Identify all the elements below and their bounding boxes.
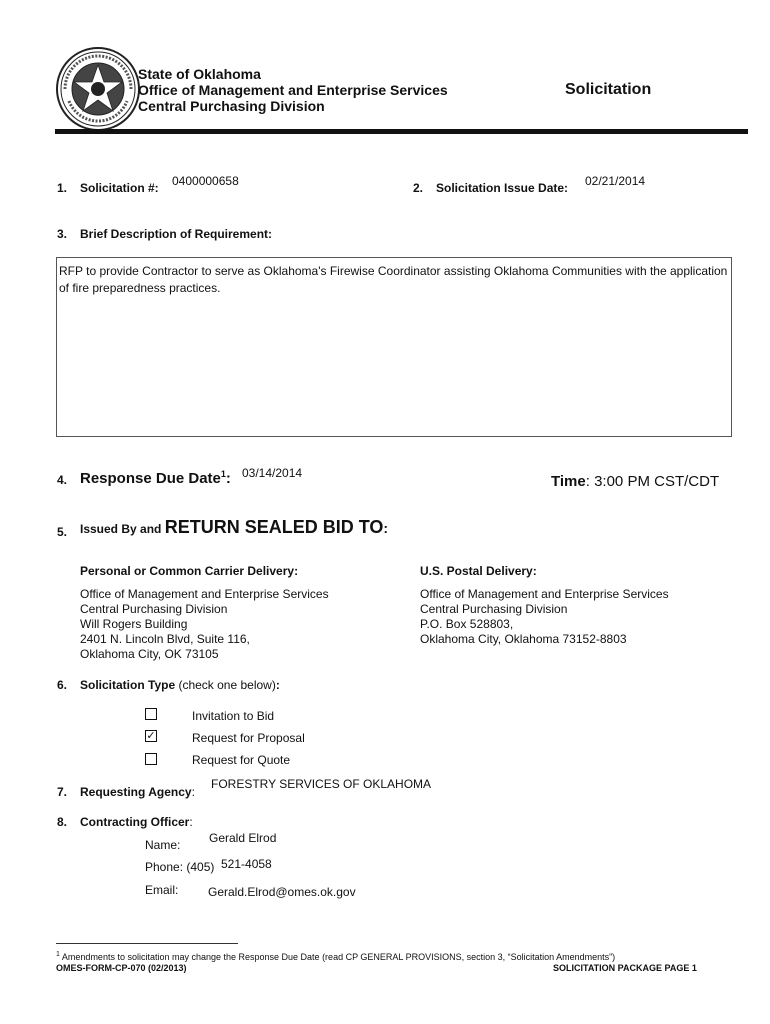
officer-email-label: Email: <box>145 883 179 897</box>
footnote <box>56 949 615 963</box>
header-division: Central Purchasing Division <box>138 98 325 114</box>
carrier-address-line: Will Rogers Building <box>80 617 188 631</box>
item6-number: 6. <box>57 678 68 692</box>
state-seal-logo <box>55 46 141 132</box>
carrier-address-line: Central Purchasing Division <box>80 602 228 616</box>
solicitation-type-hint: (check one below) <box>175 678 276 692</box>
item8-number: 8. <box>57 815 68 829</box>
issue-date-label: Solicitation Issue Date: <box>436 181 569 195</box>
carrier-address-line: 2401 N. Lincoln Blvd, Suite 116, <box>80 632 250 646</box>
header-office: Office of Management and Enterprise Services <box>138 82 448 98</box>
return-colon: : <box>383 520 389 536</box>
solicitation-number-value: 0400000658 <box>172 174 239 188</box>
item4-number: 4. <box>57 473 68 487</box>
contracting-officer-colon: : <box>189 815 193 829</box>
header-divider <box>55 129 748 134</box>
footnote-text: Amendments to solicitation may change the Response Due Date (read CP GENERAL PROVISIONS, section 3, “Solicitation Amendments”) <box>61 952 616 962</box>
invitation-to-bid-checkbox[interactable] <box>145 708 157 720</box>
form-id: OMES-FORM-CP-070 (02/2013) <box>56 963 187 973</box>
item2-number: 2. <box>413 181 424 195</box>
carrier-address-line: Office of Management and Enterprise Services <box>80 587 329 601</box>
requesting-agency-label: Requesting Agency <box>80 785 192 799</box>
item7-number: 7. <box>57 785 68 799</box>
due-date-colon: : <box>225 470 231 487</box>
postal-address-line: Central Purchasing Division <box>420 602 568 616</box>
carrier-delivery-address <box>80 587 329 662</box>
invitation-to-bid-label: Invitation to Bid <box>192 709 275 723</box>
request-for-proposal-label: Request for Proposal <box>192 731 305 745</box>
requesting-agency-colon: : <box>191 785 195 799</box>
request-for-quote-label: Request for Quote <box>192 753 291 767</box>
item3-number: 3. <box>57 227 68 241</box>
time-value: : 3:00 PM CST/CDT <box>585 473 720 490</box>
solicitation-type-colon: : <box>275 678 280 692</box>
header-state: State of Oklahoma <box>138 66 261 82</box>
contracting-officer-label: Contracting Officer <box>80 815 190 829</box>
footnote-mark: 1 <box>56 951 60 958</box>
description-label: Brief Description of Requirement: <box>80 227 273 241</box>
request-for-proposal-checkbox[interactable]: ✓ <box>146 730 156 742</box>
carrier-delivery-heading: Personal or Common Carrier Delivery: <box>80 564 299 578</box>
page-title: Solicitation <box>565 81 652 98</box>
postal-address-line: Oklahoma City, Oklahoma 73152-8803 <box>420 632 627 646</box>
time-label: Time <box>551 473 586 490</box>
postal-delivery-address <box>420 587 669 647</box>
issue-date-value: 02/21/2014 <box>585 174 646 188</box>
description-text: RFP to provide Contractor to serve as Oklahoma's Firewise Coordinator assisting Oklahoma Communities with the application of fire preparedness practices. <box>59 264 728 295</box>
officer-name-value: Gerald Elrod <box>209 831 277 845</box>
officer-email-value: Gerald.Elrod@omes.ok.gov <box>208 885 356 899</box>
postal-delivery-heading: U.S. Postal Delivery: <box>420 564 537 578</box>
footnote-ref: 1 <box>220 469 226 479</box>
page-label: SOLICITATION PACKAGE PAGE 1 <box>553 963 697 973</box>
issued-by-label: Issued By and <box>80 522 165 536</box>
request-for-quote-checkbox[interactable] <box>145 753 157 765</box>
officer-name-label: Name: <box>145 838 181 852</box>
officer-phone-label: Phone: (405) <box>145 860 215 874</box>
due-date-label: Response Due Date <box>80 470 221 487</box>
due-date-value: 03/14/2014 <box>242 466 303 480</box>
solicitation-number-label: Solicitation #: <box>80 181 159 195</box>
postal-address-line: P.O. Box 528803, <box>420 617 514 631</box>
item1-number: 1. <box>57 181 68 195</box>
requesting-agency-value: FORESTRY SERVICES OF OKLAHOMA <box>211 777 432 791</box>
postal-address-line: Office of Management and Enterprise Services <box>420 587 669 601</box>
footnote-divider <box>56 943 238 944</box>
item5-number: 5. <box>57 525 68 539</box>
description-box <box>56 257 732 437</box>
solicitation-type-label: Solicitation Type <box>80 678 176 692</box>
return-sealed-bid-label: RETURN SEALED BID TO <box>164 517 384 537</box>
officer-phone-value: 521-4058 <box>221 857 272 871</box>
carrier-address-line: Oklahoma City, OK 73105 <box>80 647 219 661</box>
